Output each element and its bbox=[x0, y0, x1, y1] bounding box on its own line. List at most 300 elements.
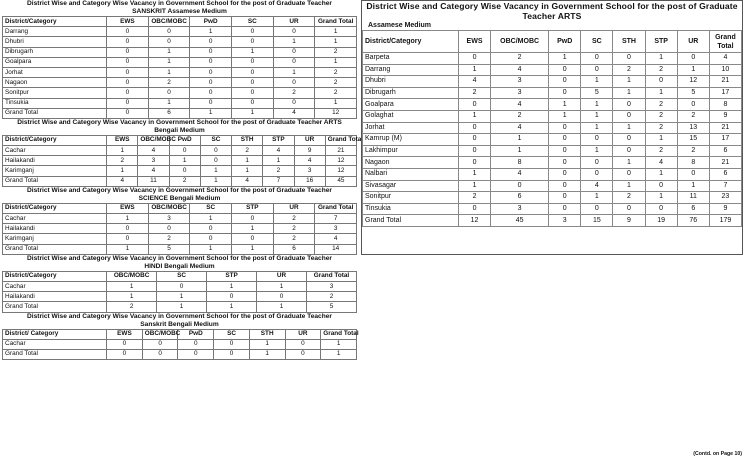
table-cell: Sivasagar bbox=[363, 180, 459, 192]
column-header: PwD bbox=[190, 17, 232, 27]
table-cell: 0 bbox=[549, 134, 581, 146]
table-cell: 9 bbox=[613, 215, 645, 227]
table-cell: 0 bbox=[645, 76, 677, 88]
table-row bbox=[3, 339, 357, 349]
column-header: EWS bbox=[107, 17, 149, 27]
table-cell: 0 bbox=[549, 157, 581, 169]
table-cell: 0 bbox=[107, 67, 149, 77]
table-cell: 11 bbox=[138, 176, 169, 186]
table-cell: 2 bbox=[491, 53, 549, 65]
table-cell: 4 bbox=[273, 108, 315, 118]
table-cell: Kamrup (M) bbox=[363, 134, 459, 146]
column-header: STP bbox=[232, 203, 274, 213]
table-cell: 0 bbox=[107, 27, 149, 37]
column-header: District/ Category bbox=[3, 329, 107, 339]
table-cell: Jorhat bbox=[3, 67, 107, 77]
table-cell: 4 bbox=[458, 76, 490, 88]
table-cell: 4 bbox=[263, 146, 294, 156]
table-cell: 1 bbox=[107, 292, 157, 302]
table-cell: 1 bbox=[645, 87, 677, 99]
table-cell: 0 bbox=[107, 349, 143, 359]
table-cell: 1 bbox=[200, 176, 231, 186]
table-cell: 4 bbox=[138, 146, 169, 156]
table-row bbox=[363, 134, 742, 146]
table-cell: 1 bbox=[190, 108, 232, 118]
table-cell: 1 bbox=[249, 349, 285, 359]
table-cell: 0 bbox=[214, 339, 250, 349]
table-cell: 1 bbox=[581, 110, 613, 122]
table-cell: 1 bbox=[645, 168, 677, 180]
table-cell: 0 bbox=[458, 122, 490, 134]
table-cell: 6 bbox=[273, 244, 315, 254]
table-cell: 4 bbox=[294, 156, 325, 166]
table-cell: 0 bbox=[148, 224, 190, 234]
table-cell: 0 bbox=[232, 27, 274, 37]
table-cell: 4 bbox=[315, 234, 357, 244]
table-row bbox=[3, 166, 357, 176]
table-cell: 1 bbox=[157, 302, 207, 312]
table-cell: 1 bbox=[232, 108, 274, 118]
table-cell: 0 bbox=[142, 339, 178, 349]
table-cell: 1 bbox=[613, 87, 645, 99]
table-cell: 2 bbox=[148, 234, 190, 244]
table-header-row bbox=[3, 329, 357, 339]
table-cell: 1 bbox=[549, 53, 581, 65]
table-cell: 2 bbox=[613, 192, 645, 204]
table-cell: 8 bbox=[491, 157, 549, 169]
table-cell: 1 bbox=[207, 302, 257, 312]
table-header-row bbox=[3, 135, 357, 145]
table-cell: 0 bbox=[107, 108, 149, 118]
table-cell: 0 bbox=[107, 339, 143, 349]
table-cell: 3 bbox=[148, 214, 190, 224]
table-cell: 0 bbox=[190, 224, 232, 234]
table-cell: 2 bbox=[315, 67, 357, 77]
column-header: UR bbox=[677, 31, 709, 53]
table-cell: 2 bbox=[491, 110, 549, 122]
table-row bbox=[363, 64, 742, 76]
table-cell: 1 bbox=[645, 192, 677, 204]
table-cell: 0 bbox=[581, 168, 613, 180]
table-row bbox=[3, 88, 357, 98]
table-cell: Cachar bbox=[3, 339, 107, 349]
table-cell: 1 bbox=[458, 168, 490, 180]
table-cell: 12 bbox=[458, 215, 490, 227]
table-cell: 1 bbox=[148, 47, 190, 57]
column-header: STP bbox=[263, 135, 294, 145]
table-cell: 1 bbox=[107, 214, 149, 224]
table-cell: Dibrugarh bbox=[3, 47, 107, 57]
table-cell: 1 bbox=[613, 180, 645, 192]
table-cell: 0 bbox=[458, 145, 490, 157]
table-cell: 0 bbox=[200, 146, 231, 156]
table-cell: 1 bbox=[107, 166, 138, 176]
table-cell: 2 bbox=[315, 47, 357, 57]
continued-note: (Contd. on Page 10) bbox=[693, 451, 742, 457]
table-cell: 12 bbox=[325, 156, 356, 166]
table-row bbox=[3, 78, 357, 88]
section-title-line: District Wise and Category Wise Vacancy in Government School for the post of Graduate Teacher ARTS bbox=[17, 118, 342, 126]
table-cell: 2 bbox=[645, 145, 677, 157]
table-cell: 0 bbox=[458, 99, 490, 111]
table-cell: 21 bbox=[325, 146, 356, 156]
table-cell: 3 bbox=[491, 203, 549, 215]
table-cell: 0 bbox=[107, 98, 149, 108]
table-cell: 0 bbox=[190, 234, 232, 244]
table-cell: 0 bbox=[169, 146, 200, 156]
table-cell: 1 bbox=[645, 53, 677, 65]
table-cell: 0 bbox=[613, 110, 645, 122]
table-cell: 2 bbox=[306, 292, 356, 302]
table-cell: 1 bbox=[148, 67, 190, 77]
table-cell: 0 bbox=[107, 88, 149, 98]
table-row bbox=[363, 145, 742, 157]
table-cell: 0 bbox=[200, 156, 231, 166]
table-row bbox=[3, 176, 357, 186]
table-cell: 0 bbox=[677, 168, 709, 180]
table-cell: Karimganj bbox=[3, 234, 107, 244]
section-title-line: SCIENCE Bengali Medium bbox=[138, 194, 221, 202]
table-cell: 0 bbox=[613, 203, 645, 215]
table-cell: 0 bbox=[107, 37, 149, 47]
table-cell: 2 bbox=[458, 87, 490, 99]
table-cell: 0 bbox=[107, 224, 149, 234]
table-cell: Nagaon bbox=[3, 78, 107, 88]
table-cell: 1 bbox=[273, 67, 315, 77]
table-cell: 2 bbox=[273, 234, 315, 244]
table-cell: 0 bbox=[148, 27, 190, 37]
table-cell: 0 bbox=[178, 349, 214, 359]
table-cell: 0 bbox=[458, 157, 490, 169]
table-row bbox=[363, 192, 742, 204]
left-panel bbox=[2, 0, 364, 360]
right-section-subtitle: Assamese Medium bbox=[368, 22, 432, 29]
table-cell: Grand Total bbox=[3, 349, 107, 359]
column-header: OBC/MOBC bbox=[142, 329, 178, 339]
table-cell: 0 bbox=[107, 78, 149, 88]
table-cell: 9 bbox=[709, 110, 741, 122]
table-cell: 2 bbox=[458, 192, 490, 204]
column-header: OBC/MOBC bbox=[107, 271, 157, 281]
table-cell: Hailakandi bbox=[3, 224, 107, 234]
table-cell: 0 bbox=[157, 281, 207, 291]
column-header: PwD bbox=[169, 135, 200, 145]
table-cell: 1 bbox=[491, 145, 549, 157]
section-title-line: Bengali Medium bbox=[154, 126, 205, 134]
column-header: SC bbox=[214, 329, 250, 339]
table-cell: 0 bbox=[491, 180, 549, 192]
table-cell: 0 bbox=[107, 234, 149, 244]
table-cell: Grand Total bbox=[363, 215, 459, 227]
table-cell: 3 bbox=[491, 76, 549, 88]
table-header-row bbox=[3, 271, 357, 281]
column-header: OBC/MOBC bbox=[138, 135, 169, 145]
table-cell: 12 bbox=[315, 108, 357, 118]
table-cell: 0 bbox=[232, 57, 274, 67]
table-cell: 0 bbox=[178, 339, 214, 349]
table-cell: 3 bbox=[138, 156, 169, 166]
table-cell: 1 bbox=[315, 98, 357, 108]
table-cell: 0 bbox=[285, 339, 321, 349]
table-cell: 0 bbox=[645, 203, 677, 215]
table-cell: 2 bbox=[273, 224, 315, 234]
table-cell: 1 bbox=[249, 339, 285, 349]
table-row bbox=[3, 349, 357, 359]
table-cell: 7 bbox=[709, 180, 741, 192]
table-cell: 2 bbox=[677, 145, 709, 157]
table-cell: 1 bbox=[157, 292, 207, 302]
table-header-row bbox=[3, 17, 357, 27]
table-cell: 2 bbox=[273, 214, 315, 224]
table-cell: 76 bbox=[677, 215, 709, 227]
table-cell: 0 bbox=[214, 349, 250, 359]
table-cell: 2 bbox=[148, 78, 190, 88]
table-cell: 0 bbox=[190, 78, 232, 88]
table-cell: 0 bbox=[273, 57, 315, 67]
table-cell: 10 bbox=[709, 64, 741, 76]
column-header: STP bbox=[207, 271, 257, 281]
table-cell: 2 bbox=[645, 110, 677, 122]
column-header: Grand Total bbox=[709, 31, 741, 53]
column-header: EWS bbox=[458, 31, 490, 53]
table-cell: 0 bbox=[677, 53, 709, 65]
table-cell: 9 bbox=[294, 146, 325, 156]
section-4 bbox=[2, 313, 357, 361]
table-cell: 0 bbox=[549, 180, 581, 192]
table-cell: 0 bbox=[613, 53, 645, 65]
section-0 bbox=[2, 0, 357, 119]
table-cell: 5 bbox=[306, 302, 356, 312]
table-cell: 7 bbox=[315, 214, 357, 224]
table-cell: Dibrugarh bbox=[363, 87, 459, 99]
table-cell: 5 bbox=[148, 244, 190, 254]
table-cell: Cachar bbox=[3, 214, 107, 224]
table-cell: 3 bbox=[306, 281, 356, 291]
column-header: District/Category bbox=[3, 271, 107, 281]
column-header: Grand Total bbox=[325, 135, 356, 145]
table-cell: 1 bbox=[232, 47, 274, 57]
table-row bbox=[3, 302, 357, 312]
table-cell: 23 bbox=[709, 192, 741, 204]
table-cell: 1 bbox=[107, 244, 149, 254]
section-title-line: Sanskrit Bengali Medium bbox=[140, 320, 219, 328]
table-cell: 2 bbox=[645, 99, 677, 111]
column-header: EWS bbox=[107, 135, 138, 145]
table-cell: 6 bbox=[148, 108, 190, 118]
table-cell: 0 bbox=[549, 87, 581, 99]
table-cell: 2 bbox=[645, 122, 677, 134]
table-cell: 0 bbox=[190, 98, 232, 108]
table-cell: Cachar bbox=[3, 146, 107, 156]
table-cell: 0 bbox=[273, 47, 315, 57]
table-cell: 16 bbox=[294, 176, 325, 186]
table-row bbox=[363, 87, 742, 99]
table-cell: 0 bbox=[232, 214, 274, 224]
table-cell: 1 bbox=[107, 146, 138, 156]
table-cell: 1 bbox=[190, 214, 232, 224]
table-cell: 1 bbox=[458, 110, 490, 122]
table-cell: Golaghat bbox=[363, 110, 459, 122]
table-cell: 0 bbox=[142, 349, 178, 359]
table-cell: 1 bbox=[321, 339, 357, 349]
column-header: STH bbox=[249, 329, 285, 339]
column-header: EWS bbox=[107, 203, 149, 213]
table-cell: 0 bbox=[107, 47, 149, 57]
table-cell: 13 bbox=[677, 122, 709, 134]
table-cell: 8 bbox=[677, 157, 709, 169]
table-cell: 1 bbox=[315, 27, 357, 37]
table-cell: 1 bbox=[581, 192, 613, 204]
right-panel bbox=[361, 0, 743, 255]
table-cell: 1 bbox=[148, 98, 190, 108]
table-cell: 1 bbox=[549, 99, 581, 111]
table-cell: 3 bbox=[294, 166, 325, 176]
column-header: SC bbox=[581, 31, 613, 53]
table-row bbox=[3, 57, 357, 67]
table-cell: 0 bbox=[232, 37, 274, 47]
table-cell: 2 bbox=[107, 156, 138, 166]
table-row bbox=[3, 146, 357, 156]
table-cell: 6 bbox=[491, 192, 549, 204]
table-cell: Nalbari bbox=[363, 168, 459, 180]
table-cell: 0 bbox=[645, 180, 677, 192]
column-header: District/Category bbox=[3, 135, 107, 145]
right-vacancy-table bbox=[362, 30, 742, 227]
table-row bbox=[3, 47, 357, 57]
table-cell: 0 bbox=[273, 98, 315, 108]
table-cell: Grand Total bbox=[3, 244, 107, 254]
table-cell: Sonitpur bbox=[3, 88, 107, 98]
table-cell: 7 bbox=[263, 176, 294, 186]
table-cell: 1 bbox=[263, 156, 294, 166]
table-cell: 2 bbox=[315, 78, 357, 88]
table-cell: 4 bbox=[709, 53, 741, 65]
table-cell: 1 bbox=[458, 180, 490, 192]
table-row bbox=[3, 156, 357, 166]
table-cell: 0 bbox=[207, 292, 257, 302]
column-header: District/Category bbox=[363, 31, 459, 53]
table-cell: 179 bbox=[709, 215, 741, 227]
table-row bbox=[3, 108, 357, 118]
table-cell: 0 bbox=[581, 64, 613, 76]
table-row bbox=[3, 244, 357, 254]
table-cell: 0 bbox=[257, 292, 307, 302]
table-cell: 0 bbox=[549, 168, 581, 180]
table-row bbox=[3, 27, 357, 37]
table-cell: 0 bbox=[190, 88, 232, 98]
table-cell: 8 bbox=[709, 99, 741, 111]
table-cell: 0 bbox=[169, 166, 200, 176]
table-cell: 1 bbox=[613, 122, 645, 134]
table-cell: 0 bbox=[581, 203, 613, 215]
table-cell: 5 bbox=[581, 87, 613, 99]
table-row bbox=[3, 234, 357, 244]
table-cell: 1 bbox=[200, 166, 231, 176]
section-title-line: HINDI Bengali Medium bbox=[144, 262, 215, 270]
table-cell: Tinsukia bbox=[363, 203, 459, 215]
table-cell: 1 bbox=[677, 64, 709, 76]
table-cell: Grand Total bbox=[3, 108, 107, 118]
table-cell: 1 bbox=[581, 122, 613, 134]
table-cell: 0 bbox=[613, 145, 645, 157]
column-header: Grand Total bbox=[315, 203, 357, 213]
table-cell: 14 bbox=[315, 244, 357, 254]
table-cell: Dhubri bbox=[363, 76, 459, 88]
column-header: STH bbox=[613, 31, 645, 53]
column-header: Grand Total bbox=[306, 271, 356, 281]
column-header: SC bbox=[200, 135, 231, 145]
table-cell: 17 bbox=[709, 87, 741, 99]
table-row bbox=[363, 110, 742, 122]
column-header: SC bbox=[190, 203, 232, 213]
table-cell: 0 bbox=[232, 98, 274, 108]
column-header: SC bbox=[157, 271, 207, 281]
table-cell: 0 bbox=[549, 76, 581, 88]
table-cell: 1 bbox=[315, 37, 357, 47]
column-header: District/Category bbox=[3, 17, 107, 27]
table-cell: 1 bbox=[257, 281, 307, 291]
table-row bbox=[3, 37, 357, 47]
section-title-line: SANSKRIT Assamese Medium bbox=[132, 8, 227, 15]
table-cell: 17 bbox=[709, 134, 741, 146]
table-row bbox=[363, 215, 742, 227]
table-row bbox=[3, 224, 357, 234]
table-cell: 1 bbox=[169, 156, 200, 166]
table-cell: 0 bbox=[190, 57, 232, 67]
table-cell: 0 bbox=[232, 234, 274, 244]
table-cell: 0 bbox=[677, 99, 709, 111]
table-cell: 6 bbox=[709, 145, 741, 157]
column-header: EWS bbox=[107, 329, 143, 339]
table-cell: 0 bbox=[549, 122, 581, 134]
table-cell: 0 bbox=[549, 145, 581, 157]
column-header: Grand Total bbox=[321, 329, 357, 339]
table-cell: Lakhimpur bbox=[363, 145, 459, 157]
table-cell: Goalpara bbox=[3, 57, 107, 67]
table-cell: 0 bbox=[581, 134, 613, 146]
vacancy-table bbox=[2, 16, 357, 119]
table-cell: Goalpara bbox=[363, 99, 459, 111]
table-row bbox=[363, 168, 742, 180]
table-cell: 0 bbox=[549, 203, 581, 215]
table-cell: 1 bbox=[232, 166, 263, 176]
table-cell: 0 bbox=[232, 88, 274, 98]
table-cell: 4 bbox=[491, 122, 549, 134]
column-header: UR bbox=[294, 135, 325, 145]
table-cell: 1 bbox=[677, 180, 709, 192]
table-cell: 2 bbox=[273, 88, 315, 98]
table-cell: Sonitpur bbox=[363, 192, 459, 204]
table-cell: 1 bbox=[273, 37, 315, 47]
table-cell: 21 bbox=[709, 122, 741, 134]
table-cell: 0 bbox=[549, 192, 581, 204]
table-cell: 1 bbox=[232, 224, 274, 234]
section-title-line: District Wise and Category Wise Vacancy in Government School for the post of Graduate Teacher bbox=[27, 312, 332, 320]
section-2 bbox=[2, 187, 357, 255]
table-cell: 1 bbox=[613, 76, 645, 88]
table-cell: 1 bbox=[581, 99, 613, 111]
table-row bbox=[363, 122, 742, 134]
table-cell: Karimganj bbox=[3, 166, 107, 176]
table-cell: Barpeta bbox=[363, 53, 459, 65]
table-cell: 4 bbox=[138, 166, 169, 176]
column-header: District/Category bbox=[3, 203, 107, 213]
column-header: STH bbox=[232, 135, 263, 145]
table-cell: 12 bbox=[325, 166, 356, 176]
table-cell: 15 bbox=[581, 215, 613, 227]
table-cell: 0 bbox=[285, 349, 321, 359]
table-cell: Tinsukia bbox=[3, 98, 107, 108]
